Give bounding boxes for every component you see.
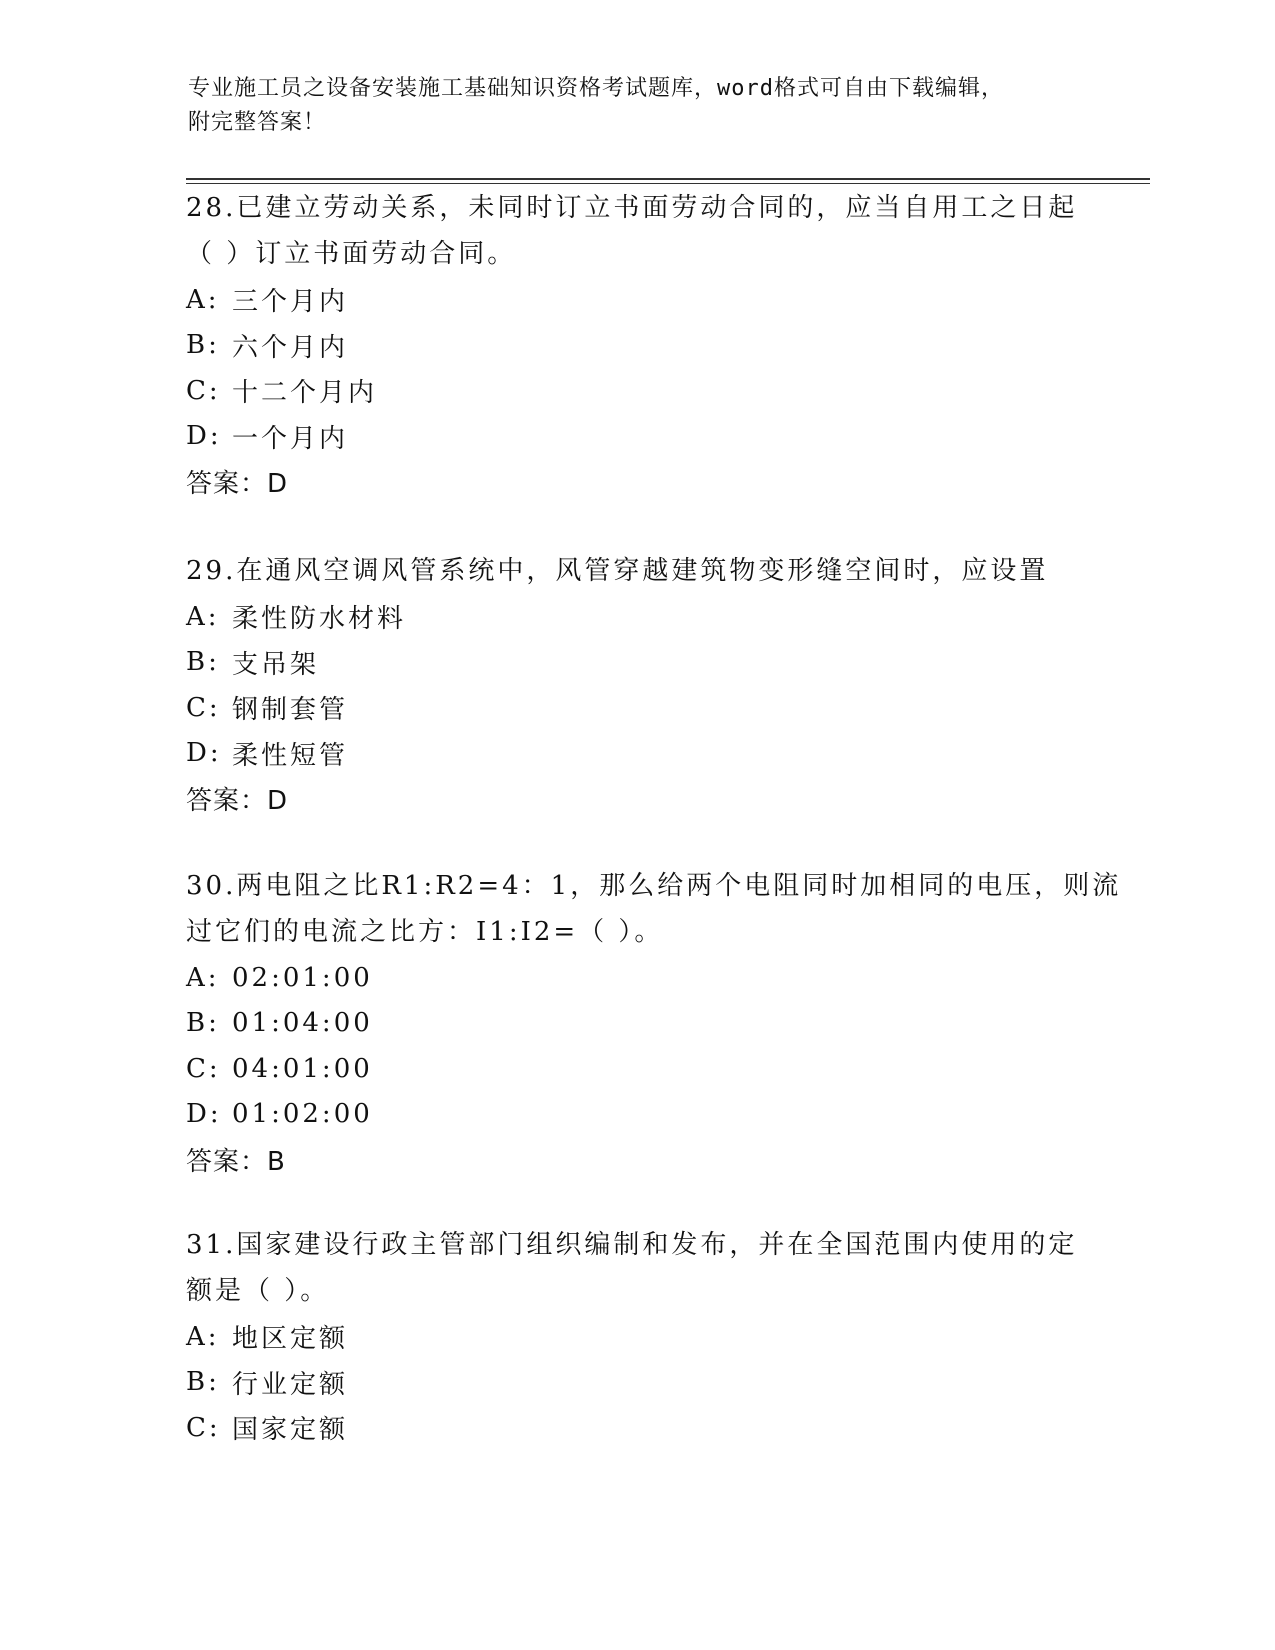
question-stem-line: 29.在通风空调风管系统中，风管穿越建筑物变形缝空间时，应设置 [186,556,1049,586]
question-stem-line: 过它们的电流之比方：I1:I2=（ ）。 [186,917,664,947]
option-text: 三个月内 [232,287,349,318]
option-d [186,414,1116,460]
question-stem [186,185,1116,277]
question-stem-line: 额是（ ）。 [186,1276,330,1306]
option-text: 02:01:00 [232,962,373,993]
option-text: 01:04:00 [232,1008,373,1039]
question-stem-line: 30.两电阻之比R1:R2=4：1，那么给两个电阻同时加相同的电压，则流 [186,871,1122,901]
option-c [186,368,1116,414]
option-text: 一个月内 [232,423,349,454]
question-stem [186,1222,1116,1314]
option-text: 十二个月内 [232,378,378,409]
option-label: A: [186,284,220,315]
question-29 [186,548,1116,822]
option-label: B: [186,1008,220,1039]
option-label: A: [186,1321,220,1352]
option-label: C: [186,692,221,723]
option-a [186,1314,1116,1360]
option-a [186,277,1116,323]
header-line-2: 附完整答案！ [188,110,327,135]
option-b [186,640,1116,686]
option-label: D: [186,421,222,452]
document-header [188,72,1068,140]
question-stem-line: （ ）订立书面劳动合同。 [186,239,517,269]
option-label: C: [186,1412,221,1443]
header-line-1: 专业施工员之设备安装施工基础知识资格考试题库，word格式可自由下载编辑， [188,76,1004,101]
answer-line: 答案：B [186,1147,286,1178]
answer-line: 答案：D [186,786,289,817]
option-a [186,594,1116,640]
option-text: 支吊架 [232,649,320,680]
option-b [186,1360,1116,1406]
question-28 [186,185,1116,505]
option-label: A: [186,601,220,632]
option-text: 行业定额 [232,1369,349,1400]
option-label: C: [186,375,221,406]
question-30 [186,863,1122,1183]
option-text: 柔性短管 [232,740,349,771]
option-c [186,1405,1116,1451]
option-b [186,323,1116,369]
question-stem-line: 31.国家建设行政主管部门组织编制和发布，并在全国范围内使用的定 [186,1230,1078,1260]
option-text: 六个月内 [232,332,349,363]
option-text: 钢制套管 [232,695,349,726]
option-label: D: [186,738,222,769]
option-label: D: [186,1099,222,1130]
option-label: B: [186,1367,220,1398]
question-31 [186,1222,1116,1451]
option-label: C: [186,1053,221,1084]
option-text: 柔性防水材料 [232,604,407,635]
option-a [186,955,1116,1001]
option-text: 01:02:00 [232,1099,373,1130]
option-c [186,685,1116,731]
question-stem [186,863,1122,955]
question-stem-line: 28.已建立劳动关系，未同时订立书面劳动合同的，应当自用工之日起 [186,193,1078,223]
option-label: B: [186,330,220,361]
option-text: 地区定额 [232,1324,349,1355]
option-text: 国家定额 [232,1415,349,1446]
header-divider-thin [186,183,1150,184]
answer-line: 答案：D [186,469,289,500]
option-c [186,1046,1116,1092]
option-d [186,731,1116,777]
option-d [186,1092,1116,1138]
option-b [186,1001,1116,1047]
header-divider-thick [186,178,1150,180]
option-label: B: [186,647,220,678]
option-text: 04:01:00 [232,1053,373,1084]
option-label: A: [186,962,220,993]
question-stem [186,548,1116,594]
